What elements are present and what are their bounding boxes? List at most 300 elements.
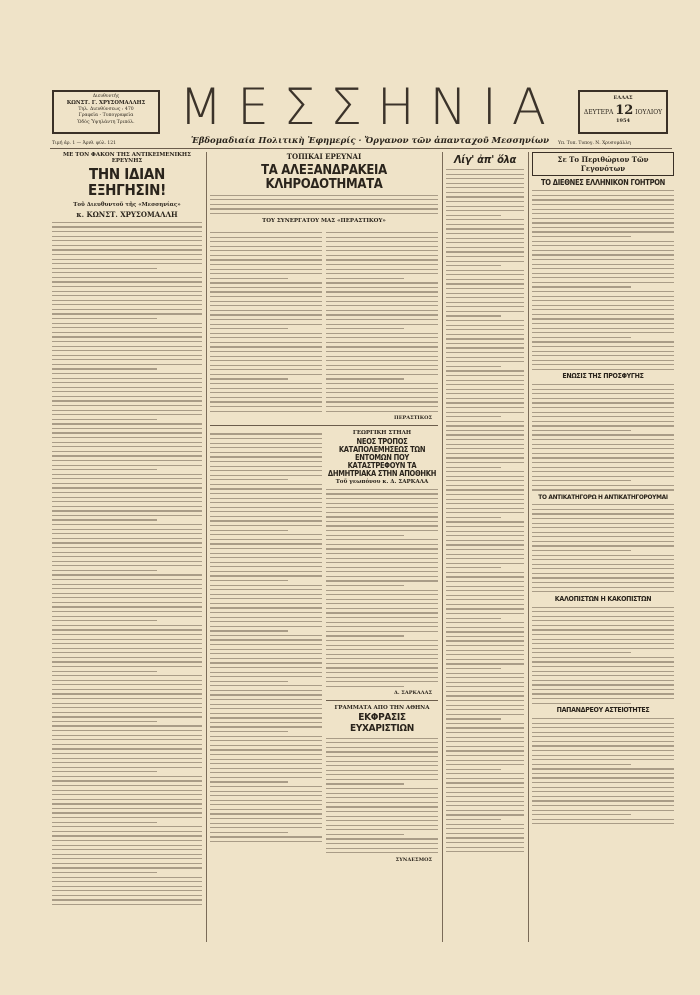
- text-line: [532, 434, 674, 435]
- text-line: [326, 838, 438, 839]
- text-line: [532, 666, 674, 667]
- text-line: [52, 355, 202, 356]
- text-line: [446, 814, 524, 815]
- text-line: [210, 282, 322, 283]
- text-line: [446, 686, 524, 687]
- text-line: [52, 432, 202, 433]
- text-line: [210, 841, 322, 842]
- text-line: [446, 347, 524, 348]
- text-line: [210, 832, 288, 833]
- text-line: [52, 263, 202, 264]
- text-line: [326, 590, 438, 591]
- text-line: [210, 208, 438, 209]
- text-line: [446, 370, 524, 371]
- text-line: [52, 858, 202, 859]
- text-line: [446, 398, 524, 399]
- text-line: [52, 639, 202, 640]
- text-line: [326, 296, 438, 297]
- text-line: [210, 731, 288, 732]
- text-line: [52, 652, 202, 653]
- text-line: [210, 708, 322, 709]
- text-line: [52, 455, 202, 456]
- text-line: [446, 837, 524, 838]
- text-line: [52, 904, 202, 905]
- text-line: [210, 777, 322, 778]
- text-line: [532, 341, 674, 342]
- text-line: [52, 419, 157, 420]
- text-line: [446, 554, 524, 555]
- text-line: [210, 484, 322, 485]
- text-line: [326, 264, 438, 265]
- text-line: [326, 631, 438, 632]
- article-headline: ΤΗΝ ΙΔΙΑΝ ΕΞΗΓΗΣΙΝ!: [88, 165, 166, 199]
- text-line: [52, 799, 202, 800]
- text-line: [532, 309, 674, 310]
- text-line: [532, 736, 674, 737]
- text-line: [446, 402, 524, 403]
- text-line: [210, 644, 322, 645]
- text-line: [532, 412, 674, 413]
- text-line: [446, 174, 524, 175]
- text-line: [326, 567, 438, 568]
- text-line: [210, 301, 322, 302]
- text-line: [446, 448, 524, 449]
- text-line: [532, 476, 674, 477]
- text-line: [326, 738, 438, 739]
- text-line: [210, 717, 322, 718]
- text-line: [326, 802, 438, 803]
- text-line: [326, 314, 438, 315]
- column-3: [446, 152, 529, 942]
- text-line: [326, 806, 438, 807]
- text-line: [532, 213, 674, 214]
- text-line: [52, 767, 202, 768]
- text-line: [532, 661, 674, 662]
- text-line: [210, 397, 322, 398]
- text-line: [326, 333, 438, 334]
- text-line: [446, 833, 524, 834]
- text-line: [446, 627, 524, 628]
- text-line: [52, 547, 202, 548]
- date-month: ΙΟΥΛΙΟΥ: [635, 109, 663, 116]
- text-line: [210, 681, 288, 682]
- text-line: [532, 332, 674, 333]
- text-line: [326, 617, 438, 618]
- text-line: [52, 295, 202, 296]
- text-line: [52, 703, 202, 704]
- text-line: [532, 587, 674, 588]
- text-line: [446, 187, 524, 188]
- text-line: [446, 366, 501, 367]
- text-line: [446, 384, 524, 385]
- text-line: [446, 357, 524, 358]
- text-line: [52, 886, 202, 887]
- text-line: [532, 680, 674, 681]
- text-line: [532, 611, 674, 612]
- text-line: [326, 535, 404, 536]
- text-line: [52, 785, 202, 786]
- text-line: [210, 406, 322, 407]
- masthead-rule: [50, 148, 672, 149]
- text-line: [210, 621, 322, 622]
- text-line: [52, 794, 202, 795]
- text-line: [446, 416, 501, 417]
- text-line: [52, 336, 202, 337]
- text-line: [532, 541, 674, 542]
- article-signature: ΣΥΝΔΕΣΜΟΣ: [395, 856, 432, 863]
- printer-info: Υπ. Τυπ. Τυπογ. Ν. Χρυσομάλλη: [558, 141, 631, 146]
- column-1: [52, 152, 207, 942]
- text-line: [532, 577, 674, 578]
- text-line: [210, 543, 322, 544]
- text-line: [210, 273, 322, 274]
- text-line: [532, 518, 674, 519]
- text-line: [446, 773, 524, 774]
- text-line: [326, 237, 438, 238]
- text-line: [52, 487, 202, 488]
- publisher-line: Γραφεῖα - Τυπογραφεῖα: [78, 113, 134, 119]
- text-line: [446, 535, 524, 536]
- text-line: [52, 643, 202, 644]
- text-line: [532, 652, 631, 653]
- text-line: [52, 611, 202, 612]
- text-line: [52, 249, 202, 250]
- text-line: [446, 407, 524, 408]
- text-line: [210, 759, 322, 760]
- text-line: [326, 635, 404, 636]
- text-line: [210, 598, 322, 599]
- article-kicker: ΜΕ ΤΟΝ ΦΑΚΟΝ ΤΗΣ ΑΝΤΙΚΕΙΜΕΝΙΚΗΣ ΕΡΕΥΝΗΣ: [63, 152, 191, 164]
- text-line: [52, 790, 202, 791]
- text-line: [52, 259, 202, 260]
- text-line: [210, 452, 322, 453]
- text-line: [210, 566, 322, 567]
- text-line: [326, 489, 438, 490]
- text-line: [52, 675, 202, 676]
- text-line: [210, 662, 322, 663]
- text-line: [52, 400, 202, 401]
- text-line: [446, 206, 524, 207]
- text-line: [52, 391, 202, 392]
- text-line: [532, 671, 674, 672]
- text-line: [52, 318, 157, 319]
- text-line: [210, 557, 322, 558]
- text-line: [446, 453, 524, 454]
- text-line: [52, 405, 202, 406]
- text-line: [326, 392, 438, 393]
- text-line: [446, 375, 524, 376]
- text-line: [446, 444, 524, 445]
- article-body: [52, 222, 202, 905]
- text-line: [532, 277, 674, 278]
- article-kicker: ΓΡΑΜΜΑΤΑ ΑΠΟ ΤΗΝ ΑΘΗΝΑ: [334, 705, 430, 712]
- text-line: [52, 533, 202, 534]
- text-line: [446, 261, 524, 262]
- text-line: [446, 618, 501, 619]
- text-line: [446, 476, 524, 477]
- text-line: [52, 309, 202, 310]
- article-body: [532, 718, 674, 824]
- text-line: [532, 509, 674, 510]
- text-line: [52, 666, 202, 667]
- text-line: [52, 222, 202, 223]
- text-line: [326, 761, 438, 762]
- text-line: [446, 764, 524, 765]
- text-line: [446, 430, 524, 431]
- text-line: [52, 826, 202, 827]
- text-line: [210, 580, 288, 581]
- text-line: [210, 809, 322, 810]
- text-line: [210, 818, 322, 819]
- text-line: [326, 622, 438, 623]
- text-line: [52, 327, 202, 328]
- text-line: [210, 411, 322, 412]
- text-line: [532, 421, 674, 422]
- text-line: [52, 510, 202, 511]
- text-line: [210, 461, 322, 462]
- text-line: [210, 470, 322, 471]
- text-line: [52, 890, 202, 891]
- text-line: [210, 319, 322, 320]
- text-line: [326, 356, 438, 357]
- text-line: [446, 792, 524, 793]
- text-line: [326, 250, 438, 251]
- text-line: [532, 416, 674, 417]
- text-line: [52, 240, 202, 241]
- text-line: [326, 811, 438, 812]
- text-line: [532, 457, 674, 458]
- text-line: [52, 565, 202, 566]
- text-line: [532, 625, 674, 626]
- article-body: [532, 607, 674, 704]
- text-line: [446, 700, 524, 701]
- text-line: [446, 805, 524, 806]
- text-line: [532, 723, 674, 724]
- text-line: [446, 691, 524, 692]
- text-line: [326, 663, 438, 664]
- text-line: [326, 783, 404, 784]
- text-line: [326, 383, 438, 384]
- text-line: [326, 848, 438, 849]
- text-line: [326, 640, 438, 641]
- text-line: [532, 245, 674, 246]
- text-line: [326, 742, 438, 743]
- text-line: [446, 613, 524, 614]
- text-line: [532, 195, 674, 196]
- text-line: [52, 300, 202, 301]
- text-line: [210, 658, 322, 659]
- text-line: [52, 492, 202, 493]
- text-line: [52, 460, 202, 461]
- text-line: [210, 296, 322, 297]
- article-headline: ΤΑ ΑΛΕΞΑΝΔΡΑΚΕΙΑ ΚΛΗΡΟΔΟΤΗΜΑΤΑ: [261, 163, 387, 192]
- text-line: [210, 795, 322, 796]
- article-byline: Τοῦ γεωπόνου κ. Δ. ΣΑΡΚΑΛΑ: [335, 479, 429, 486]
- text-line: [52, 689, 202, 690]
- text-line: [532, 536, 674, 537]
- text-line: [52, 854, 202, 855]
- text-line: [326, 346, 438, 347]
- article-signature: ΠΕΡΑΣΤΙΚΟΣ: [393, 415, 432, 422]
- text-line: [326, 351, 438, 352]
- text-line: [210, 667, 322, 668]
- text-line: [210, 388, 322, 389]
- text-line: [532, 573, 674, 574]
- text-line: [446, 201, 524, 202]
- text-line: [446, 526, 524, 527]
- text-line: [210, 594, 322, 595]
- text-line: [446, 787, 524, 788]
- text-line: [326, 852, 438, 853]
- text-line: [326, 793, 438, 794]
- text-line: [532, 462, 674, 463]
- text-line: [532, 819, 674, 820]
- text-line: [532, 693, 674, 694]
- text-line: [210, 241, 322, 242]
- text-line: [210, 713, 322, 714]
- article-headline: ΚΑΛΟΠΙΣΤΩΝ Η ΚΑΚΟΠΙΣΤΩΝ: [554, 594, 652, 603]
- text-line: [210, 745, 322, 746]
- text-line: [326, 816, 438, 817]
- text-line: [446, 746, 524, 747]
- text-line: [52, 304, 202, 305]
- text-line: [446, 540, 524, 541]
- text-line: [326, 521, 438, 522]
- text-line: [52, 364, 202, 365]
- text-line: [446, 673, 524, 674]
- text-line: [446, 604, 524, 605]
- text-line: [446, 297, 524, 298]
- text-line: [532, 513, 674, 514]
- text-line: [210, 539, 322, 540]
- text-line: [52, 822, 157, 823]
- text-line: [446, 361, 524, 362]
- text-line: [326, 269, 438, 270]
- text-line: [210, 443, 322, 444]
- text-line: [52, 382, 202, 383]
- text-line: [532, 360, 674, 361]
- text-line: [326, 246, 438, 247]
- text-line: [52, 268, 157, 269]
- column-2: [210, 152, 443, 942]
- text-line: [532, 259, 674, 260]
- text-line: [210, 333, 322, 334]
- text-line: [532, 236, 631, 237]
- text-line: [446, 467, 501, 468]
- text-line: [52, 849, 202, 850]
- text-line: [532, 564, 674, 565]
- text-line: [446, 778, 524, 779]
- text-line: [52, 588, 202, 589]
- text-line: [210, 553, 322, 554]
- text-line: [210, 365, 322, 366]
- text-line: [532, 727, 674, 728]
- text-line: [52, 597, 202, 598]
- text-line: [210, 772, 322, 773]
- text-line: [532, 800, 674, 801]
- text-line: [532, 273, 674, 274]
- text-line: [446, 499, 524, 500]
- text-line: [52, 281, 202, 282]
- text-line: [210, 562, 322, 563]
- text-line: [210, 603, 322, 604]
- text-line: [52, 661, 202, 662]
- text-line: [210, 617, 322, 618]
- text-line: [52, 899, 202, 900]
- text-line: [532, 634, 674, 635]
- text-line: [326, 406, 438, 407]
- article-headline: ΠΑΠΑΝΔΡΕΟΥ ΑΣΤΕΙΟΤΗΤΕΣ: [556, 706, 650, 715]
- text-line: [210, 237, 322, 238]
- text-line: [532, 369, 674, 370]
- text-line: [446, 567, 501, 568]
- text-line: [446, 325, 524, 326]
- text-line: [326, 282, 438, 283]
- text-line: [210, 607, 322, 608]
- article-headline: ΕΝΩΣΙΣ ΤΗΣ ΠΡΟΣΦΥΓΗΣ: [562, 372, 644, 381]
- text-line: [446, 760, 524, 761]
- text-line: [446, 521, 524, 522]
- text-line: [52, 648, 202, 649]
- text-line: [446, 723, 524, 724]
- text-line: [52, 812, 202, 813]
- newspaper-title: ΜΕΣΣΗΝΙΑ: [179, 78, 561, 136]
- text-line: [326, 751, 438, 752]
- text-line: [446, 274, 524, 275]
- text-line: [210, 264, 322, 265]
- text-line: [326, 667, 438, 668]
- text-line: [446, 412, 524, 413]
- text-line: [532, 398, 674, 399]
- text-line: [446, 727, 524, 728]
- text-line: [52, 474, 202, 475]
- text-line: [532, 555, 674, 556]
- text-line: [446, 581, 524, 582]
- text-line: [446, 242, 524, 243]
- text-line: [326, 672, 438, 673]
- text-line: [326, 369, 438, 370]
- text-line: [532, 402, 674, 403]
- text-line: [532, 384, 674, 385]
- text-line: [210, 383, 322, 384]
- article-byline: ΤΟΥ ΣΥΝΕΡΓΑΤΟΥ ΜΑΣ «ΠΕΡΑΣΤΙΚΟΥ»: [262, 217, 386, 224]
- text-line: [210, 653, 322, 654]
- text-line: [210, 204, 438, 205]
- date-weekday: ΔΕΥΤΕΡΑ: [583, 109, 614, 116]
- text-line: [532, 467, 674, 468]
- text-line: [326, 310, 438, 311]
- text-line: [532, 264, 674, 265]
- text-line: [52, 542, 202, 543]
- article-body: [532, 504, 674, 592]
- date-year: 1954: [616, 118, 630, 124]
- date-line: [580, 103, 666, 118]
- text-line: [326, 788, 438, 789]
- text-line: [532, 639, 674, 640]
- text-line: [210, 269, 322, 270]
- text-line: [52, 831, 202, 832]
- text-line: [446, 334, 524, 335]
- text-line: [446, 508, 524, 509]
- text-line: [326, 259, 438, 260]
- text-line: [210, 722, 322, 723]
- text-line: [52, 478, 202, 479]
- text-line: [326, 686, 404, 687]
- text-line: [532, 231, 674, 232]
- text-line: [52, 744, 202, 745]
- text-line: [210, 786, 322, 787]
- text-line: [532, 732, 674, 733]
